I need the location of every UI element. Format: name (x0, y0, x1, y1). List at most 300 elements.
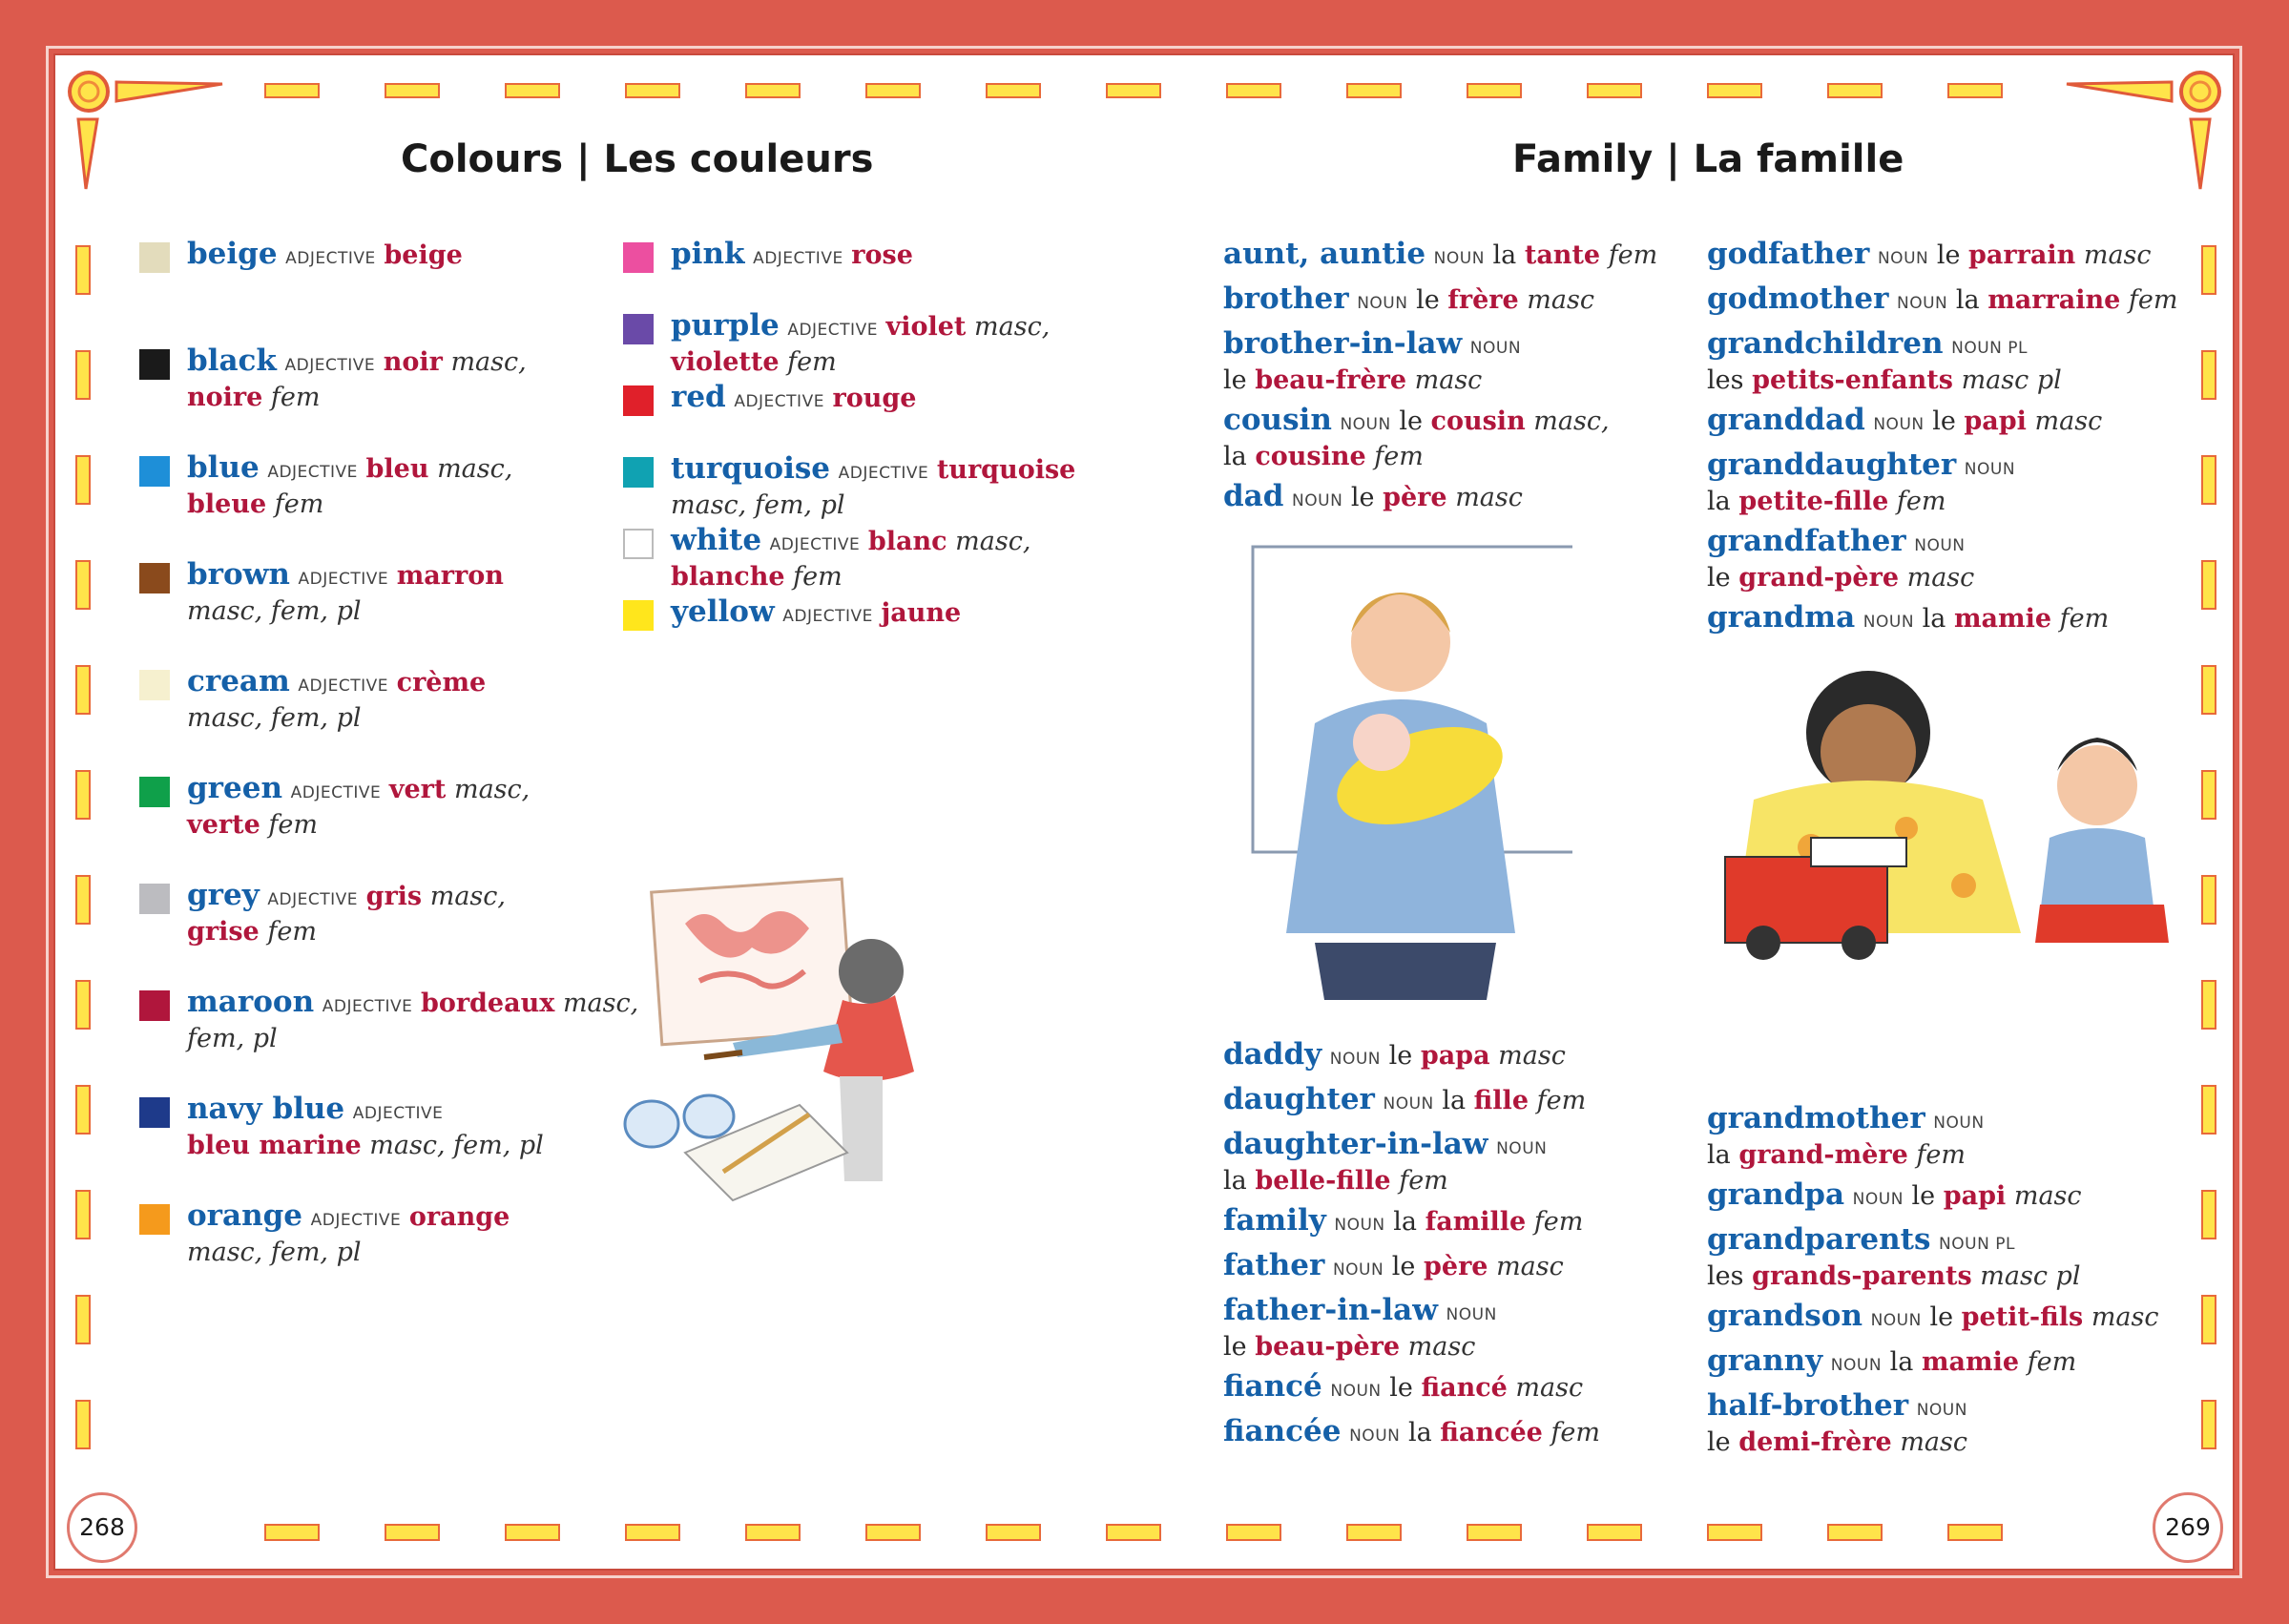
entry-line (1707, 1301, 2159, 1337)
dictionary-entry (1223, 1371, 1583, 1407)
entry-line (1223, 1416, 1600, 1452)
entry-line (187, 773, 530, 809)
entry-line (187, 559, 504, 595)
entry-line (1707, 364, 2062, 396)
border-dash (1107, 1525, 1160, 1540)
page-number-left: 268 (67, 1492, 137, 1563)
entry-line (671, 489, 1075, 521)
gender-label: masc, (437, 454, 513, 484)
family-title: Family | La famille (1512, 137, 1904, 181)
dictionary-entry (1707, 449, 2015, 517)
dictionary-entry (1223, 1416, 1600, 1452)
part-of-speech: ADJECTIVE (310, 1211, 402, 1230)
part-of-speech: NOUN (1830, 1356, 1883, 1375)
border-dash (76, 456, 90, 504)
headword: grandfather (1707, 524, 1906, 558)
translation: famille (1425, 1207, 1527, 1237)
translation: père (1383, 483, 1447, 512)
border-dash (2202, 1191, 2216, 1239)
gender-label: fem (1916, 1140, 1966, 1170)
article: le (1911, 1181, 1936, 1211)
part-of-speech: NOUN (1933, 1114, 1985, 1133)
gender-label: fem (267, 917, 317, 947)
border-dash (265, 84, 319, 97)
gender-label: fem (270, 383, 321, 412)
entry-line (187, 987, 638, 1023)
entry-line (671, 239, 913, 275)
translation: fiancé (1421, 1373, 1508, 1403)
entry-line (1223, 405, 1610, 441)
translation: mamie (1921, 1347, 2020, 1377)
gender-label: masc, (453, 775, 531, 804)
gender-label: fem (1536, 1086, 1587, 1115)
part-of-speech: ADJECTIVE (753, 249, 843, 268)
border-dash (2202, 1296, 2216, 1343)
translation: gris (365, 882, 423, 911)
part-of-speech: NOUN (1433, 249, 1485, 268)
border-dash (2202, 666, 2216, 714)
gender-label: masc, fem, pl (187, 1238, 362, 1267)
article: la (1955, 285, 1980, 315)
entry-line (671, 596, 961, 633)
border-dash (385, 84, 439, 97)
entry-line (187, 489, 512, 520)
part-of-speech: NOUN (1897, 294, 1948, 313)
gender-label: masc (2013, 1181, 2082, 1211)
entry-line (187, 666, 486, 702)
translation: beige (384, 240, 463, 270)
entry-line (1223, 481, 1523, 517)
dictionary-entry (187, 345, 527, 413)
border-dash (1948, 84, 2002, 97)
headword: purple (671, 308, 780, 343)
dictionary-entry (671, 453, 1075, 521)
gender-label: masc (2083, 240, 2152, 270)
entry-line (1707, 328, 2062, 364)
gender-label: masc, (450, 347, 527, 377)
border-dash (1828, 1525, 1882, 1540)
entry-line (671, 346, 1050, 378)
gender-label: masc (1498, 1041, 1566, 1071)
headword: orange (187, 1198, 303, 1233)
translation: tante (1524, 240, 1601, 270)
colour-swatch (623, 314, 654, 344)
dictionary-entry (1707, 1224, 2080, 1292)
dictionary-entry (1707, 1179, 2082, 1216)
translation: bordeaux (420, 989, 555, 1018)
border-dash (1828, 84, 1882, 97)
headword: fiancée (1223, 1414, 1342, 1448)
gender-label: fem (1374, 442, 1424, 471)
border-dash (626, 1525, 679, 1540)
entry-line (1707, 562, 1974, 593)
border-dash (2202, 246, 2216, 294)
translation: marron (396, 561, 504, 591)
headword: grandma (1707, 600, 1856, 635)
dictionary-entry (1707, 1345, 2076, 1382)
dictionary-entry (1223, 1205, 1583, 1241)
gender-label: fem, pl (187, 1024, 278, 1053)
part-of-speech: NOUN (1357, 294, 1408, 313)
part-of-speech: NOUN (1330, 1382, 1382, 1401)
dictionary-entry (187, 452, 512, 520)
border-dash (1227, 1525, 1280, 1540)
headword: black (187, 344, 277, 378)
gender-label: masc, (974, 312, 1051, 342)
dictionary-entry (187, 1200, 510, 1268)
dictionary-entry (1223, 239, 1657, 275)
article: la (1707, 487, 1731, 516)
gender-label: masc, fem, pl (671, 490, 845, 520)
translation: turquoise (936, 455, 1076, 485)
headword: navy blue (187, 1092, 345, 1126)
part-of-speech: NOUN (1862, 613, 1915, 632)
headword: beige (187, 237, 278, 271)
part-of-speech: NOUN (1446, 1305, 1497, 1324)
colour-swatch (139, 777, 170, 807)
translation: blanc (867, 527, 947, 556)
article: le (1389, 1373, 1413, 1403)
translation: noir (383, 347, 443, 377)
gender-label: masc pl (1980, 1261, 2081, 1291)
border-dash (1347, 84, 1401, 97)
dictionary-entry (1223, 1250, 1564, 1286)
entry-line (1707, 526, 1974, 562)
part-of-speech: ADJECTIVE (284, 356, 376, 375)
translation: marraine (1987, 285, 2121, 315)
dictionary-entry (671, 239, 913, 275)
headword: yellow (671, 594, 775, 629)
entry-line (1707, 1390, 1967, 1426)
colour-swatch (623, 529, 654, 559)
translation: petite-fille (1738, 487, 1889, 516)
entry-line (187, 1093, 544, 1130)
border-dash (1588, 84, 1641, 97)
border-dash (746, 1525, 800, 1540)
headword: granddad (1707, 403, 1865, 437)
entry-line (1223, 1205, 1583, 1241)
part-of-speech: ADJECTIVE (352, 1104, 444, 1123)
border-dash (76, 561, 90, 609)
border-dash (1708, 84, 1761, 97)
colours-title: Colours | Les couleurs (401, 137, 874, 181)
gender-label: masc, (955, 527, 1031, 556)
headword: white (671, 523, 762, 557)
dictionary-entry (671, 525, 1030, 593)
translation: grise (187, 917, 260, 947)
colour-swatch (139, 1097, 170, 1128)
part-of-speech: ADJECTIVE (267, 890, 358, 909)
headword: green (187, 771, 282, 805)
headword: godfather (1707, 237, 1870, 271)
gender-label: fem (1533, 1207, 1584, 1237)
headword: godmother (1707, 281, 1889, 316)
entry-line (1707, 1345, 2076, 1382)
headword: grandpa (1707, 1177, 1845, 1212)
border-dash (385, 1525, 439, 1540)
entry-line (1707, 1139, 1985, 1171)
translation: papa (1420, 1041, 1490, 1071)
entry-line (1707, 1224, 2080, 1260)
gender-label: masc (1906, 563, 1975, 593)
translation: bleue (187, 489, 267, 519)
translation: grands-parents (1752, 1261, 1972, 1291)
dictionary-entry (1223, 405, 1610, 472)
translation: belle-fille (1255, 1166, 1391, 1196)
border-dash (76, 981, 90, 1029)
border-dash (2202, 876, 2216, 924)
entry-line (1223, 1165, 1547, 1197)
sun-icon (2067, 73, 2219, 189)
gender-label: fem (1550, 1418, 1601, 1447)
border-dash (2202, 456, 2216, 504)
part-of-speech: ADJECTIVE (322, 997, 413, 1016)
gender-label: masc (1515, 1373, 1584, 1403)
translation: violet (885, 312, 967, 342)
part-of-speech: ADJECTIVE (267, 463, 358, 482)
colour-swatch (139, 990, 170, 1021)
gender-label: masc, (429, 882, 506, 911)
part-of-speech: ADJECTIVE (285, 249, 376, 268)
dictionary-entry (1223, 1295, 1497, 1363)
entry-line (1223, 1250, 1564, 1286)
border-dash (76, 246, 90, 294)
colour-swatch (623, 242, 654, 273)
article: la (1393, 1207, 1417, 1237)
headword: fiancé (1223, 1369, 1322, 1404)
headword: brother-in-law (1223, 326, 1463, 361)
border-dash (76, 666, 90, 714)
headword: cousin (1223, 403, 1332, 437)
part-of-speech: ADJECTIVE (838, 464, 929, 483)
translation: demi-frère (1738, 1427, 1892, 1457)
colour-swatch (139, 456, 170, 487)
gender-label: fem (1399, 1166, 1448, 1196)
article: la (1223, 442, 1247, 471)
translation: jaune (881, 598, 962, 628)
entry-line (187, 452, 512, 489)
translation: orange (408, 1202, 510, 1232)
dictionary-entry (671, 310, 1050, 378)
colour-swatch (139, 1204, 170, 1235)
gender-label: masc, fem, pl (187, 596, 362, 626)
entry-line (1223, 1039, 1566, 1075)
dictionary-entry (1223, 1129, 1547, 1197)
entry-line (1223, 1084, 1586, 1120)
gender-label: masc, fem, pl (369, 1131, 544, 1160)
translation: grand-père (1738, 563, 1899, 593)
entry-line (1707, 1426, 1967, 1458)
border-dash (866, 84, 920, 97)
entry-line (1707, 1103, 1985, 1139)
border-dash (2202, 561, 2216, 609)
border-dash (1227, 84, 1280, 97)
headword: turquoise (671, 451, 831, 486)
translation: vert (388, 775, 447, 804)
dictionary-entry (187, 773, 530, 841)
dictionary-entry (1223, 1084, 1586, 1120)
translation: cousine (1255, 442, 1366, 471)
headword: maroon (187, 985, 315, 1019)
entry-line (671, 382, 916, 418)
dictionary-entry (1223, 1039, 1566, 1075)
article: le (1399, 406, 1423, 436)
headword: grandparents (1707, 1222, 1931, 1257)
translation: cousin (1430, 406, 1526, 436)
border-dash (76, 1296, 90, 1343)
entry-line (1707, 405, 2102, 441)
dictionary-entry (671, 382, 916, 418)
colour-swatch (623, 385, 654, 416)
colour-swatch (139, 242, 170, 273)
part-of-speech: NOUN PL (1951, 339, 2029, 358)
translation: crème (396, 668, 487, 697)
translation: père (1424, 1252, 1488, 1281)
part-of-speech: NOUN (1349, 1426, 1401, 1446)
dictionary-entry (187, 559, 504, 627)
border-dash (1588, 1525, 1641, 1540)
article: le (1350, 483, 1375, 512)
gender-label: masc (1900, 1427, 1968, 1457)
headword: blue (187, 450, 260, 485)
translation: fiancée (1440, 1418, 1543, 1447)
border-dash (2202, 1086, 2216, 1134)
gender-label: masc pl (1961, 365, 2062, 395)
border-dash (506, 84, 559, 97)
article: la (1707, 1140, 1731, 1170)
entry-line (187, 880, 506, 916)
headword: daughter-in-law (1223, 1127, 1488, 1161)
headword: father (1223, 1248, 1325, 1282)
entry-line (187, 809, 530, 841)
colour-swatch (139, 670, 170, 700)
article: le (1707, 1427, 1731, 1457)
translation: frère (1447, 285, 1519, 315)
translation: papi (1964, 406, 2027, 436)
colour-swatch (139, 563, 170, 593)
colour-swatch (139, 884, 170, 914)
gender-label: fem (2027, 1347, 2077, 1377)
headword: grandmother (1707, 1101, 1925, 1135)
translation: bleu (365, 454, 429, 484)
translation: mamie (1953, 604, 2052, 634)
headword: granny (1707, 1343, 1823, 1378)
border-dash (987, 84, 1040, 97)
gender-label: fem (268, 810, 318, 840)
part-of-speech: ADJECTIVE (787, 321, 878, 340)
border-dash (76, 771, 90, 819)
border-dash (626, 84, 679, 97)
entry-line (187, 1023, 638, 1054)
child-painting-illustration (618, 857, 924, 1210)
entry-line (1707, 239, 2152, 275)
article: la (1442, 1086, 1467, 1115)
translation: beau-père (1255, 1332, 1401, 1362)
dictionary-entry (1707, 1390, 1967, 1458)
dictionary-entry (187, 239, 463, 275)
gender-label: masc, fem, pl (187, 703, 362, 733)
dictionary-entry (671, 596, 961, 633)
part-of-speech: NOUN (1340, 415, 1391, 434)
entry-line (1223, 283, 1594, 320)
part-of-speech: NOUN PL (1939, 1235, 2015, 1254)
entry-line (1223, 1371, 1583, 1407)
dictionary-entry (1707, 1103, 1985, 1171)
gender-label: masc (1407, 1332, 1476, 1362)
headword: granddaughter (1707, 448, 1957, 482)
gender-label: masc, (1533, 406, 1610, 436)
border-dash (1467, 84, 1521, 97)
article: le (1416, 285, 1440, 315)
entry-line (1707, 602, 2109, 638)
entry-line (1223, 441, 1610, 472)
entry-line (187, 1200, 510, 1237)
gender-label: masc (1455, 483, 1523, 512)
page-number-right: 269 (2153, 1492, 2223, 1563)
translation: petit-fils (1961, 1302, 2084, 1332)
headword: daughter (1223, 1082, 1375, 1116)
border-dash (265, 1525, 319, 1540)
gender-label: fem (793, 562, 843, 592)
dictionary-entry (1707, 283, 2177, 320)
dictionary-entry (187, 1093, 544, 1161)
colour-swatch (623, 457, 654, 488)
dictionary-entry (1707, 1301, 2159, 1337)
entry-line (1707, 1179, 2082, 1216)
border-dash (2202, 1401, 2216, 1448)
translation: bleu marine (187, 1131, 362, 1160)
dictionary-entry (187, 987, 638, 1054)
part-of-speech: NOUN (1870, 1311, 1922, 1330)
dictionary-entry (187, 880, 506, 947)
border-dash (1467, 1525, 1521, 1540)
dictionary-entry (1707, 405, 2102, 441)
entry-line (187, 702, 486, 734)
article: la (1407, 1418, 1432, 1447)
entry-line (671, 561, 1030, 593)
gender-label: fem (787, 347, 837, 377)
dictionary-entry (1223, 481, 1523, 517)
entry-line (1223, 1295, 1497, 1331)
headword: pink (671, 237, 745, 271)
headword: family (1223, 1203, 1326, 1238)
translation: rose (851, 240, 913, 270)
border-dash (76, 1191, 90, 1239)
translation: papi (1943, 1181, 2007, 1211)
sun-icon (70, 73, 222, 189)
entry-line (1707, 1260, 2080, 1292)
translation: rouge (832, 384, 917, 413)
border-dash (506, 1525, 559, 1540)
border-dash (2202, 981, 2216, 1029)
article: la (1223, 1166, 1247, 1196)
gender-label: fem (1608, 240, 1658, 270)
part-of-speech: NOUN (1383, 1094, 1434, 1114)
part-of-speech: NOUN (1964, 460, 2016, 479)
entry-line (1223, 1331, 1497, 1363)
article: la (1922, 604, 1946, 634)
entry-line (1223, 328, 1521, 364)
gender-label: fem (2128, 285, 2178, 315)
border-dash (1347, 1525, 1401, 1540)
border-dash (987, 1525, 1040, 1540)
translation: fille (1473, 1086, 1529, 1115)
part-of-speech: ADJECTIVE (298, 677, 389, 696)
translation: beau-frère (1255, 365, 1407, 395)
part-of-speech: NOUN (1496, 1139, 1548, 1158)
translation: verte (187, 810, 260, 840)
gender-label: masc (1414, 365, 1483, 395)
